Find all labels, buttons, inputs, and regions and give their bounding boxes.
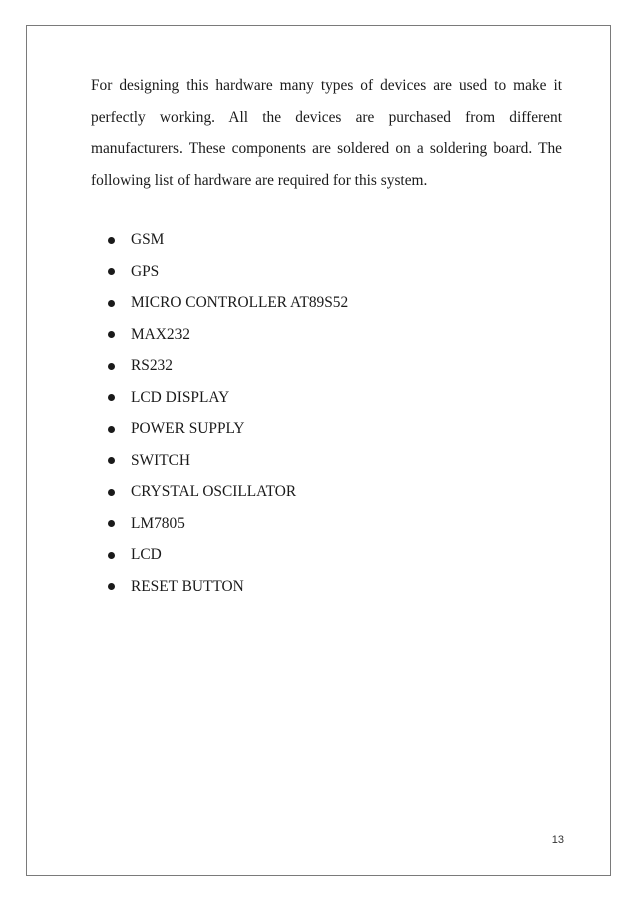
- bullet-icon: [108, 394, 115, 401]
- list-item: [106, 445, 348, 477]
- list-item: [106, 256, 348, 288]
- bullet-icon: [108, 268, 115, 275]
- list-item-label: GPS: [131, 262, 160, 280]
- list-item-label: POWER SUPPLY: [131, 420, 245, 437]
- hardware-list: [106, 224, 348, 602]
- list-item: [106, 508, 348, 540]
- bullet-icon: [108, 300, 115, 307]
- bullet-icon: [108, 457, 115, 464]
- bullet-icon: [108, 331, 115, 338]
- list-item-label: CRYSTAL OSCILLATOR: [131, 483, 297, 500]
- list-item-label: LCD: [131, 546, 162, 563]
- bullet-icon: [108, 363, 115, 370]
- list-item: [106, 539, 348, 571]
- list-item-label: LCD DISPLAY: [131, 388, 230, 406]
- list-item-label: RESET BUTTON: [131, 577, 244, 595]
- list-item: [106, 476, 348, 508]
- list-item: [106, 224, 348, 256]
- intro-paragraph: For designing this hardware many types of devices are used to make it perfectly working. All the devices are purchased from different manufacturers. These components are soldered on a soldering board. The following list of hardware are required for this system.: [91, 77, 562, 189]
- list-item-label: SWITCH: [131, 451, 190, 469]
- list-item: [106, 350, 348, 382]
- list-item-label: MICRO CONTROLLER AT89S52: [131, 294, 349, 311]
- bullet-icon: [108, 489, 115, 496]
- page-number: 13: [551, 834, 564, 846]
- list-item: [106, 382, 348, 414]
- bullet-icon: [108, 426, 115, 433]
- bullet-icon: [108, 237, 115, 244]
- list-item: [106, 413, 348, 445]
- bullet-icon: [108, 583, 115, 590]
- bullet-icon: [108, 552, 115, 559]
- list-item: [106, 319, 348, 351]
- list-item-label: MAX232: [131, 325, 190, 343]
- list-item-label: LM7805: [131, 514, 185, 532]
- list-item-label: RS232: [131, 357, 173, 374]
- list-item: [106, 287, 348, 319]
- list-item: [106, 571, 348, 603]
- list-item-label: GSM: [131, 231, 165, 248]
- bullet-icon: [108, 520, 115, 527]
